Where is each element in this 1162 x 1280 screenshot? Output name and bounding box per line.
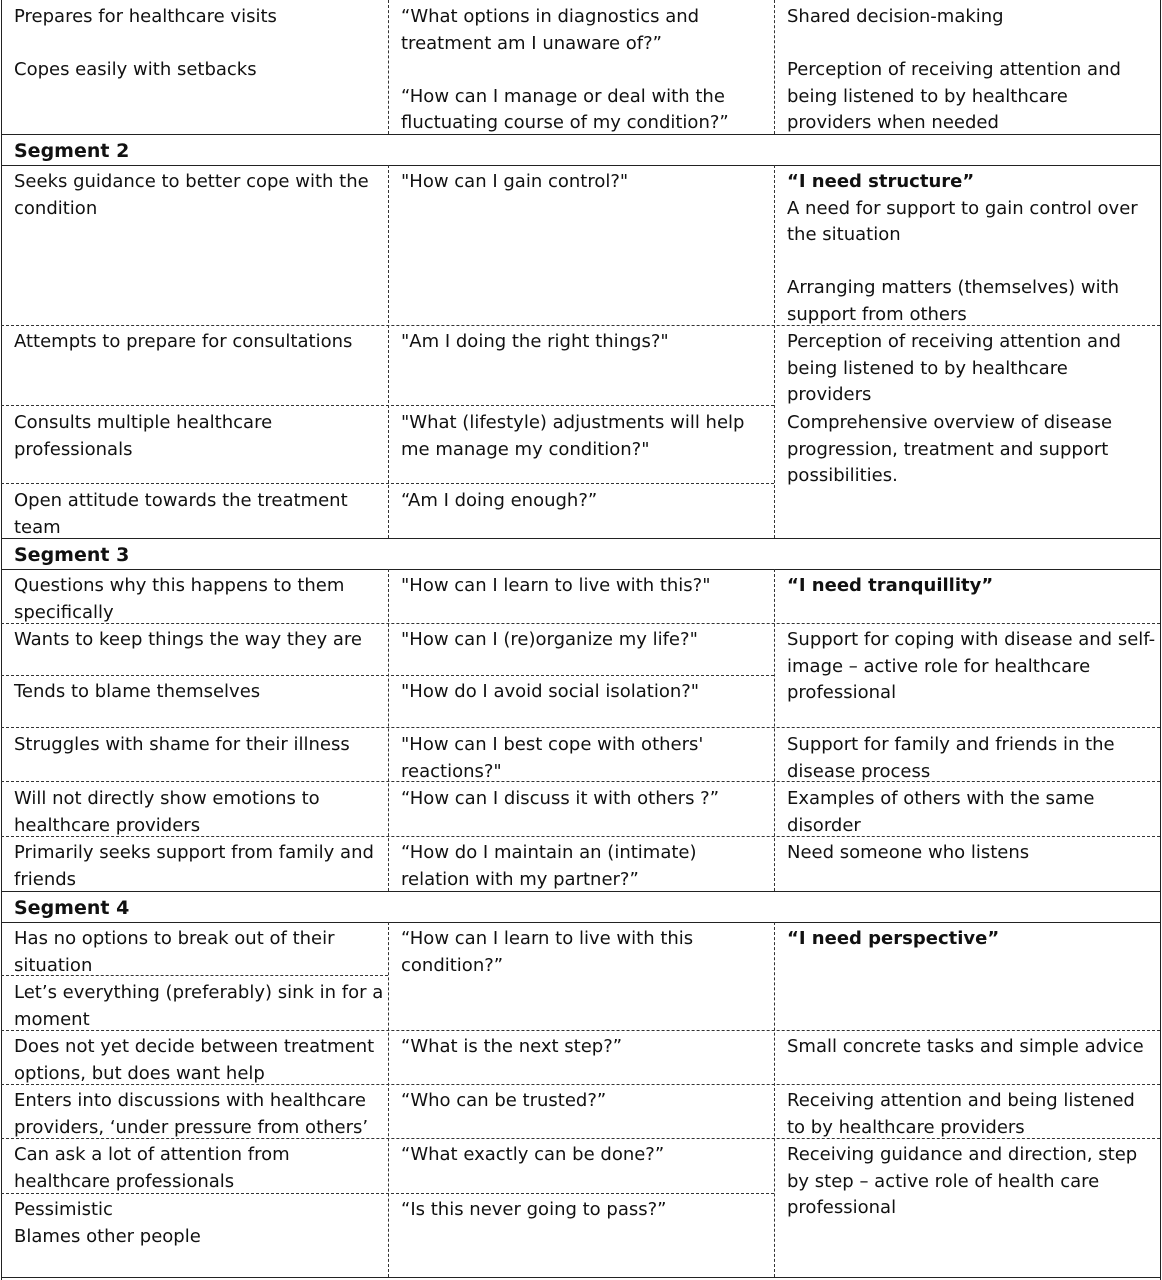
need-text: Receiving guidance and direction, step <box>787 1144 1138 1165</box>
row-divider <box>1 1193 774 1194</box>
need-text: Receiving attention and being listened <box>787 1090 1135 1111</box>
question-text: "How can I learn to live with this?" <box>401 575 711 596</box>
need-heading: “I need tranquillity” <box>787 575 994 596</box>
need-cell <box>787 408 1157 490</box>
behavior-text: Pessimistic <box>14 1199 113 1220</box>
behavior-text: Let’s everything (preferably) sink in for a <box>14 982 384 1003</box>
behavior-text: professionals <box>14 438 133 460</box>
segment-rule <box>1 165 1161 166</box>
behavior-text: Seeks guidance to better cope with the <box>14 171 369 192</box>
row-divider <box>1 1138 1160 1139</box>
table-border-right <box>1160 0 1161 1280</box>
behavior-text: Tends to blame themselves <box>14 681 261 702</box>
need-text: Arranging matters (themselves) with <box>787 277 1120 298</box>
question-cell <box>401 2 771 137</box>
row-divider <box>1 727 1160 728</box>
behavior-cell <box>14 327 384 356</box>
need-text: by step – active role of health care <box>787 1170 1100 1192</box>
need-heading: “I need structure” <box>787 171 975 192</box>
need-text: being listened to by healthcare <box>787 85 1068 107</box>
question-text: condition?” <box>401 954 504 976</box>
behavior-cell <box>14 2 384 84</box>
need-text: professional <box>787 682 897 703</box>
need-text: being listened to by healthcare <box>787 357 1068 379</box>
question-text: reactions?" <box>401 760 502 782</box>
question-cell <box>401 167 771 196</box>
need-text: Perception of receiving attention and <box>787 59 1121 80</box>
need-cell <box>787 924 1157 953</box>
behavior-cell <box>14 677 384 706</box>
question-text: "How can I gain control?" <box>401 171 629 192</box>
need-text: Support for coping with disease and self- <box>787 629 1156 650</box>
need-cell <box>787 838 1157 867</box>
question-cell <box>401 677 771 706</box>
question-cell <box>401 1086 771 1115</box>
question-text: “How can I manage or deal with the <box>401 85 725 107</box>
behavior-text: specifically <box>14 601 114 623</box>
need-cell <box>787 1086 1157 1141</box>
question-cell <box>401 486 771 515</box>
need-text: A need for support to gain control over <box>787 197 1138 219</box>
need-text <box>787 573 1157 600</box>
need-text: support from others <box>787 303 967 325</box>
question-cell <box>401 838 771 893</box>
need-text: providers <box>787 384 872 405</box>
behavior-cell <box>14 1195 384 1250</box>
segment-header: Segment 3 <box>14 544 130 566</box>
question-cell <box>401 1140 771 1169</box>
need-text: Examples of others with the same <box>787 788 1095 809</box>
question-cell <box>401 924 771 979</box>
blank-line <box>401 57 771 84</box>
table-border-left <box>1 0 2 1280</box>
question-cell <box>401 1195 771 1224</box>
need-text: disorder <box>787 814 861 836</box>
behavior-text: healthcare providers <box>14 814 201 836</box>
behavior-text: Primarily seeks support from family and <box>14 842 374 863</box>
question-text: “What is the next step?” <box>401 1036 623 1057</box>
column-divider <box>388 922 389 1277</box>
need-text: possibilities. <box>787 465 898 486</box>
need-cell <box>787 625 1157 707</box>
need-text: Perception of receiving attention and <box>787 331 1121 352</box>
column-divider <box>774 0 775 134</box>
need-text: Comprehensive overview of disease <box>787 412 1113 433</box>
behavior-cell <box>14 838 384 893</box>
behavior-text: Blames other people <box>14 1225 201 1247</box>
row-divider <box>1 836 1160 837</box>
behavior-cell <box>14 486 384 541</box>
row-divider <box>1 623 1160 624</box>
row-divider <box>1 781 1160 782</box>
behavior-cell <box>14 167 384 222</box>
question-text: treatment am I unaware of?” <box>401 32 662 54</box>
column-divider <box>388 0 389 134</box>
behavior-text: team <box>14 516 61 538</box>
question-text: "How do I avoid social isolation?" <box>401 681 700 702</box>
behavior-text: Open attitude towards the treatment <box>14 490 348 511</box>
need-text: disease process <box>787 760 931 782</box>
question-text: relation with my partner?” <box>401 868 639 890</box>
behavior-text: condition <box>14 197 98 219</box>
question-cell <box>401 571 771 600</box>
behavior-text: Struggles with shame for their illness <box>14 734 350 755</box>
behavior-text: Copes easily with setbacks <box>14 59 257 80</box>
segment-header: Segment 4 <box>14 897 130 919</box>
need-text: providers when needed <box>787 112 999 133</box>
behavior-text: Questions why this happens to them <box>14 575 345 596</box>
need-text: professional <box>787 1197 897 1218</box>
question-cell <box>401 730 771 785</box>
behavior-cell <box>14 784 384 839</box>
question-text: “Is this never going to pass?” <box>401 1199 667 1220</box>
question-text: “What options in diagnostics and <box>401 6 700 27</box>
behavior-text: Does not yet decide between treatment <box>14 1036 375 1057</box>
blank-line <box>787 249 1157 276</box>
column-divider <box>774 165 775 538</box>
blank-line <box>787 31 1157 58</box>
need-cell <box>787 1032 1157 1061</box>
segment-header: Segment 2 <box>14 140 130 162</box>
need-cell <box>787 1140 1157 1222</box>
need-heading: “I need perspective” <box>787 928 1000 949</box>
question-text: “How can I discuss it with others ?” <box>401 788 720 809</box>
need-cell <box>787 730 1157 785</box>
question-text: me manage my condition?" <box>401 438 650 460</box>
need-text <box>787 926 1157 953</box>
need-cell <box>787 327 1157 409</box>
behavior-cell <box>14 408 384 463</box>
question-text: “How do I maintain an (intimate) <box>401 842 697 863</box>
behavior-text: options, but does want help <box>14 1062 265 1084</box>
segment-rule <box>1 891 1161 892</box>
segment-rule <box>1 569 1161 570</box>
column-divider <box>774 922 775 1277</box>
behavior-cell <box>14 730 384 759</box>
question-text: “Am I doing enough?” <box>401 490 598 511</box>
behavior-text: friends <box>14 868 77 890</box>
question-cell <box>401 1032 771 1061</box>
behavior-text: Consults multiple healthcare <box>14 412 273 433</box>
question-text: “How can I learn to live with this <box>401 928 694 949</box>
question-cell <box>401 408 771 463</box>
behavior-text: providers, ‘under pressure from others’ <box>14 1116 369 1138</box>
column-divider <box>774 569 775 891</box>
behavior-cell <box>14 1140 384 1195</box>
question-text: "How can I best cope with others' <box>401 734 704 755</box>
behavior-cell <box>14 1032 384 1087</box>
question-cell <box>401 625 771 654</box>
behavior-text: Can ask a lot of attention from <box>14 1144 290 1165</box>
column-divider <box>388 569 389 891</box>
need-text: Shared decision-making <box>787 6 1004 27</box>
need-cell <box>787 784 1157 839</box>
need-cell <box>787 571 1157 600</box>
question-text: "Am I doing the right things?" <box>401 331 669 352</box>
need-cell <box>787 2 1157 137</box>
segment-rule <box>1 134 1161 135</box>
row-divider <box>1 975 388 976</box>
need-text: Support for family and friends in the <box>787 734 1115 755</box>
row-divider <box>1 675 774 676</box>
need-cell <box>787 167 1157 328</box>
behavior-text: moment <box>14 1008 90 1030</box>
table-border-bottom <box>1 1277 1161 1278</box>
question-text: fluctuating course of my condition?” <box>401 112 729 133</box>
row-divider <box>1 483 774 484</box>
behavior-cell <box>14 924 384 979</box>
row-divider <box>1 1084 1160 1085</box>
need-text: the situation <box>787 224 901 245</box>
blank-line <box>14 31 384 58</box>
need-text <box>787 169 1157 196</box>
behavior-cell <box>14 571 384 626</box>
question-cell <box>401 784 771 813</box>
row-divider <box>1 1030 1160 1031</box>
question-text: "How can I (re)organize my life?" <box>401 629 698 650</box>
behavior-text: Enters into discussions with healthcare <box>14 1090 366 1111</box>
behavior-text: Attempts to prepare for consultations <box>14 331 353 352</box>
behavior-text: Wants to keep things the way they are <box>14 629 362 650</box>
need-text: progression, treatment and support <box>787 438 1109 460</box>
question-text: "What (lifestyle) adjustments will help <box>401 412 745 433</box>
need-text: Need someone who listens <box>787 842 1030 863</box>
question-cell <box>401 327 771 356</box>
segment-rule <box>1 922 1161 923</box>
behavior-text: Will not directly show emotions to <box>14 788 320 809</box>
behavior-text: healthcare professionals <box>14 1170 235 1192</box>
behavior-cell <box>14 978 384 1033</box>
need-text: image – active role for healthcare <box>787 655 1091 677</box>
behavior-cell <box>14 1086 384 1141</box>
behavior-text: Prepares for healthcare visits <box>14 6 277 27</box>
row-divider <box>1 405 774 406</box>
row-divider <box>1 325 1160 326</box>
need-text: to by healthcare providers <box>787 1116 1025 1138</box>
question-text: “Who can be trusted?” <box>401 1090 607 1111</box>
segment-rule <box>1 538 1161 539</box>
behavior-text: situation <box>14 954 93 976</box>
question-text: “What exactly can be done?” <box>401 1144 665 1165</box>
behavior-cell <box>14 625 384 654</box>
behavior-text: Has no options to break out of their <box>14 928 335 949</box>
need-text: Small concrete tasks and simple advice <box>787 1036 1144 1057</box>
